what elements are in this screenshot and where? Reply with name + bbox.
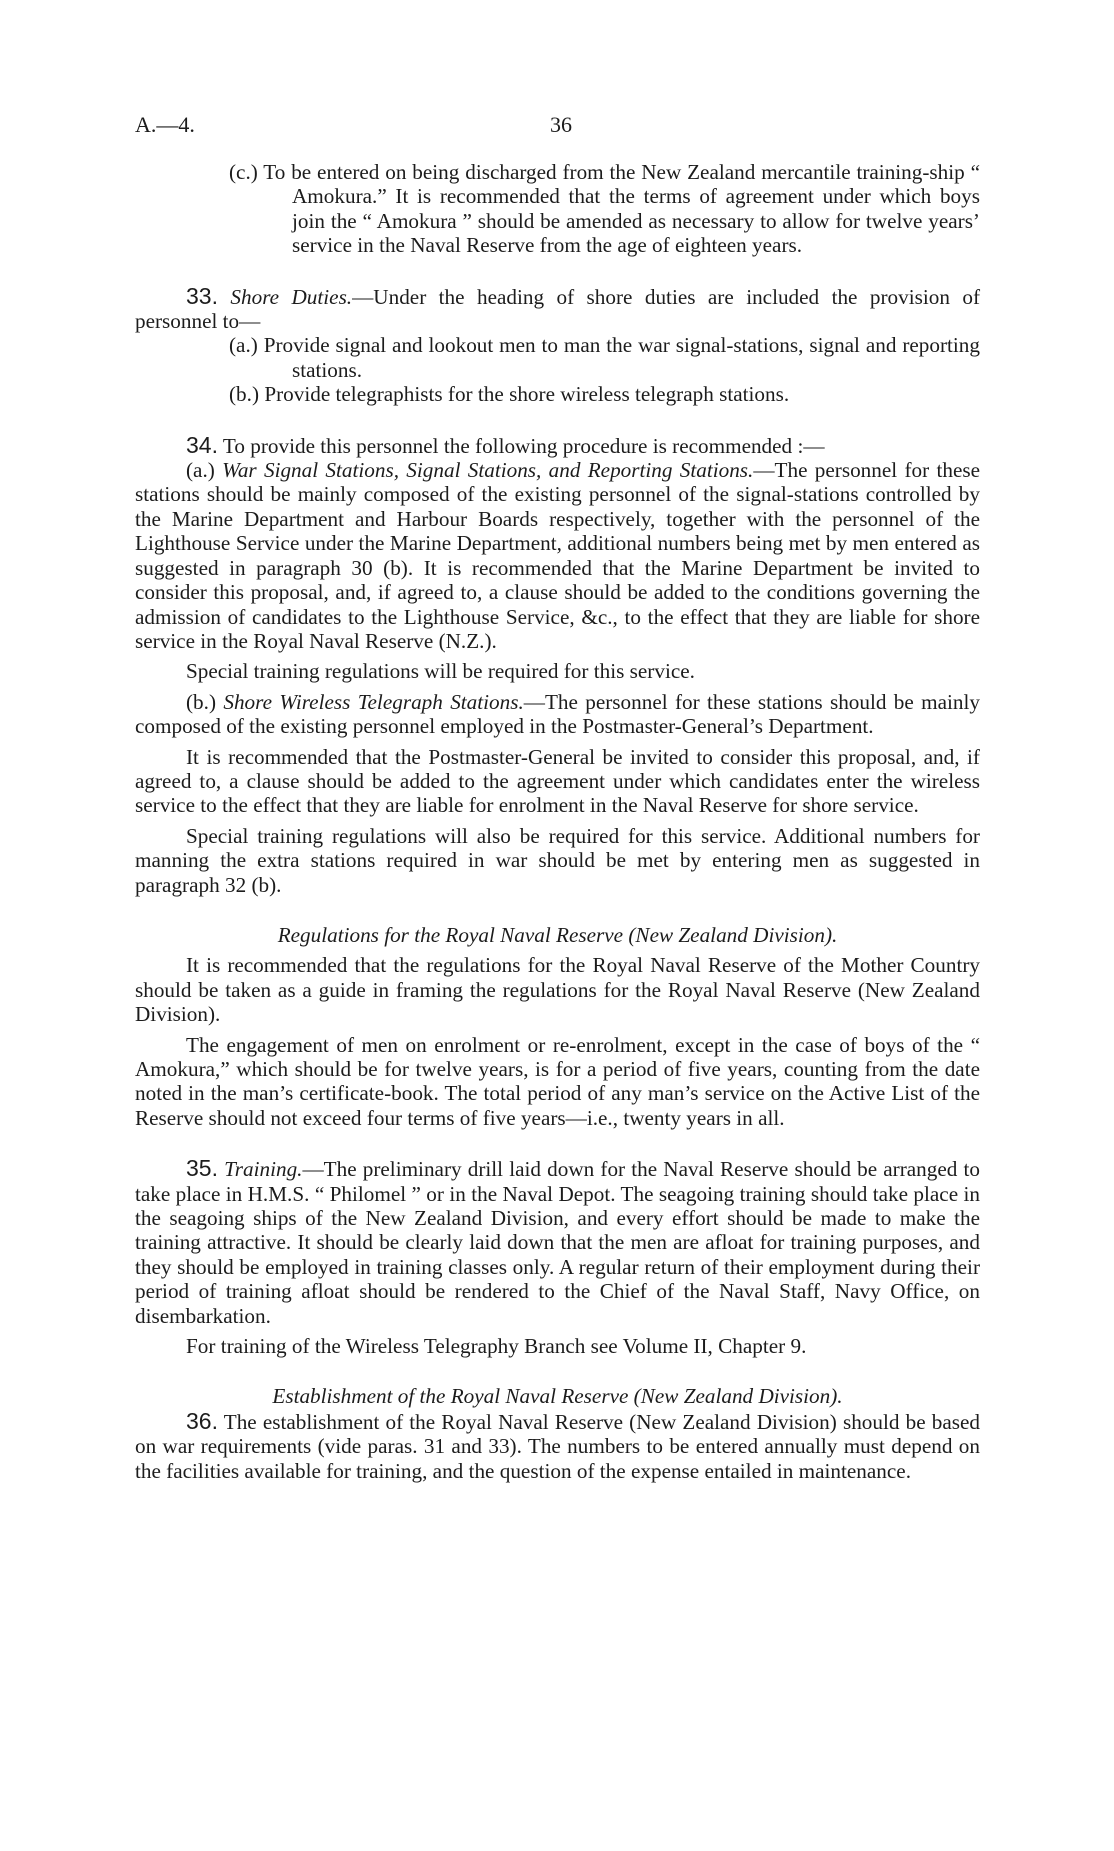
section-33-a-text: Provide signal and lookout men to man the war signal-stations, signal and reporting stations. [263, 333, 980, 382]
section-34-intro-text: To provide this personnel the following procedure is recommended :— [222, 433, 825, 458]
section-33-item-b [135, 382, 980, 406]
section-34-b-title: Shore Wireless Telegraph Stations. [223, 689, 524, 714]
section-33-item-a [135, 333, 980, 382]
para-c-label: (c.) [229, 160, 258, 184]
page-number: 36 [550, 112, 572, 137]
section-36-number: 36. [186, 1407, 218, 1434]
para-c [135, 160, 980, 258]
section-33-b-label: (b.) [229, 382, 260, 407]
document-reference: A.—4. [135, 112, 195, 137]
para-c-text: To be entered on being discharged from the New Zealand mercantile training-ship “ Amokura.” It is recommended that the terms of agreement under which boys join the “ Amokura ” should be amended as necessary to allow for twelve years’ service in the Naval Reserve from the age of eighteen years. [263, 160, 981, 258]
regulations-para-1: It is recommended that the regulations for the Royal Naval Reserve of the Mother Country should be taken as a guide in framing the regulations for the Royal Naval Reserve (New Zealand Division). [135, 953, 980, 1027]
regulations-para-2: The engagement of men on enrolment or re-enrolment, except in the case of boys of the “ Amokura,” which should be for twelve years, is for a period of five years, counting from the date noted in the man’s certificate-book. The total period of any man’s service on the Active List of the Reserve should not exceed four terms of five years—i.e., twenty years in all. [135, 1032, 980, 1130]
establishment-heading: Establishment of the Royal Naval Reserve (New Zealand Division). [272, 1384, 843, 1409]
section-34-number: 34. [186, 431, 218, 458]
section-34-item-b [135, 690, 980, 739]
section-34-b-label: (b.) [186, 689, 217, 714]
section-34-item-a [135, 458, 980, 653]
section-34-postmaster: It is recommended that the Postmaster-General be invited to consider this proposal, and, if agreed to, a clause should be added to the agreement under which candidates enter the wireless service to the effect that they are liable for enrolment in the Naval Reserve for shore service. [135, 744, 980, 818]
section-34-a-title: War Signal Stations, Signal Stations, and Reporting Stations. [222, 458, 754, 483]
section-33-b-text: Provide telegraphists for the shore wireless telegraph stations. [264, 382, 790, 407]
section-34-intro [135, 433, 980, 458]
page-header [135, 112, 980, 142]
section-36 [135, 1409, 980, 1483]
section-33-number: 33. [186, 282, 218, 309]
section-35 [135, 1156, 980, 1328]
section-34-special-2: Special training regulations will also be required for this service. Additional numbers for manning the extra stations required in war should be met by entering men as suggested in paragraph 32 (b). [135, 823, 980, 897]
section-33-intro-text: —Under the heading of shore duties are included the provision of personnel to— [135, 284, 981, 334]
regulations-heading: Regulations for the Royal Naval Reserve (New Zealand Division). [277, 922, 838, 947]
section-35-wireless: For training of the Wireless Telegraphy Branch see Volume II, Chapter 9. [186, 1334, 807, 1359]
section-35-title: Training. [224, 1157, 303, 1182]
section-34-a-label: (a.) [186, 458, 215, 483]
section-33-intro [135, 284, 980, 334]
section-33-title: Shore Duties. [230, 284, 353, 309]
section-34-b-text: —The personnel for these stations should be mainly composed of the existing personnel employed in the Postmaster-General’s Department. [135, 689, 980, 739]
section-34-special-1: Special training regulations will be required for this service. [186, 659, 695, 684]
section-35-text: —The preliminary drill laid down for the Naval Reserve should be arranged to take place in H.M.S. “ Philomel ” or in the Naval Depot. The seagoing training should take place in the seagoing ships of the New Zealand Division, and every effort should be made to make the training attractive. It should be clearly laid down that the men are afloat for training purposes, and they should be employed in training classes only. A regular return of their employment during their period of training afloat should be rendered to the Chief of the Naval Staff, Navy Office, on disembarkation. [135, 1157, 981, 1328]
section-34-a-text: —The personnel for these stations should be mainly composed of the existing personnel of the signal-stations controlled by the Marine Department and Harbour Boards respectively, together with the personnel of the Lighthouse Service under the Marine Department, additional numbers being met by men entered as suggested in paragraph 30 (b). It is recommended that the Marine Department be invited to consider this proposal, and, if agreed to, a clause should be added to the conditions governing the admission of candidates to the Lighthouse Service, &c., to the effect that they are liable for shore service in the Royal Naval Reserve (N.Z.). [135, 458, 980, 653]
section-33-a-label: (a.) [229, 333, 258, 358]
section-36-text: The establishment of the Royal Naval Reserve (New Zealand Division) should be based on war requirements (vide paras. 31 and 33). The numbers to be entered annually must depend on the facilities available for training, and the question of the expense entailed in maintenance. [135, 1409, 980, 1483]
section-35-number: 35. [186, 1155, 218, 1182]
page-body [135, 160, 980, 1483]
